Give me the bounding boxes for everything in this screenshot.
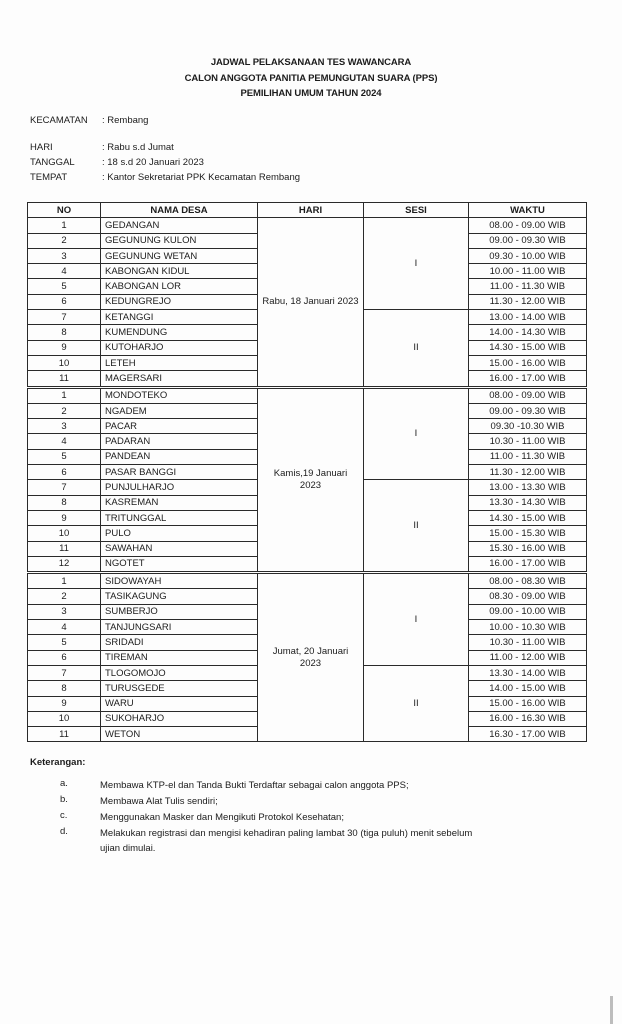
cell-waktu: 16.00 - 17.00 WIB	[469, 556, 587, 572]
cell-sesi: II	[364, 310, 469, 387]
cell-sesi: I	[364, 387, 469, 480]
table-header-row	[28, 203, 587, 218]
cell-no: 1	[28, 573, 101, 589]
cell-sesi: II	[364, 480, 469, 573]
cell-no: 8	[28, 495, 101, 510]
cell-waktu: 10.00 - 11.00 WIB	[469, 264, 587, 279]
cell-waktu: 15.00 - 16.00 WIB	[469, 355, 587, 370]
cell-nama-desa: KUMENDUNG	[101, 325, 258, 340]
cell-waktu: 16.00 - 16.30 WIB	[469, 711, 587, 726]
cell-nama-desa: TASIKAGUNG	[101, 589, 258, 604]
cell-nama-desa: LETEH	[101, 355, 258, 370]
cell-nama-desa: KUTOHARJO	[101, 340, 258, 355]
cell-waktu: 09.00 - 09.30 WIB	[469, 403, 587, 418]
note-letter: a.	[60, 778, 68, 789]
cell-no: 2	[28, 403, 101, 418]
note-text: Membawa KTP-el dan Tanda Bukti Terdaftar sebagai calon anggota PPS;	[100, 780, 409, 791]
schedule-table	[27, 202, 587, 742]
cell-waktu: 10.30 - 11.00 WIB	[469, 434, 587, 449]
cell-sesi: I	[364, 218, 469, 310]
cell-nama-desa: TANJUNGSARI	[101, 620, 258, 635]
cell-waktu: 08.00 - 09.00 WIB	[469, 387, 587, 403]
table-row	[28, 387, 587, 403]
cell-hari: Rabu, 18 Januari 2023	[258, 218, 364, 387]
cell-no: 6	[28, 465, 101, 480]
tempat-value: : Kantor Sekretariat PPK Kecamatan Rembang	[102, 172, 301, 183]
cell-nama-desa: SUKOHARJO	[101, 711, 258, 726]
cell-sesi: II	[364, 665, 469, 741]
cell-nama-desa: TIREMAN	[101, 650, 258, 665]
cell-nama-desa: PASAR BANGGI	[101, 465, 258, 480]
note-text: Menggunakan Masker dan Mengikuti Protokol Kesehatan;	[100, 812, 344, 823]
cell-nama-desa: WETON	[101, 727, 258, 742]
cell-no: 8	[28, 681, 101, 696]
cell-waktu: 09.30 -10.30 WIB	[469, 419, 587, 434]
cell-no: 9	[28, 340, 101, 355]
cell-no: 1	[28, 218, 101, 233]
note-text: Melakukan registrasi dan mengisi kehadiran paling lambat 30 (tiga puluh) menit sebelum ujian dimulai.	[100, 828, 473, 854]
cell-waktu: 14.00 - 14.30 WIB	[469, 325, 587, 340]
cell-waktu: 15.30 - 16.00 WIB	[469, 541, 587, 556]
cell-waktu: 09.30 - 10.00 WIB	[469, 248, 587, 263]
cell-waktu: 08.00 - 08.30 WIB	[469, 573, 587, 589]
cell-waktu: 08.00 - 09.00 WIB	[469, 218, 587, 233]
cell-nama-desa: TURUSGEDE	[101, 681, 258, 696]
cell-no: 10	[28, 526, 101, 541]
cell-sesi: I	[364, 573, 469, 666]
cell-no: 8	[28, 325, 101, 340]
cell-waktu: 15.00 - 16.00 WIB	[469, 696, 587, 711]
cell-nama-desa: GEDANGAN	[101, 218, 258, 233]
cell-nama-desa: KEDUNGREJO	[101, 294, 258, 309]
cell-nama-desa: GEGUNUNG KULON	[101, 233, 258, 248]
cell-no: 10	[28, 711, 101, 726]
cell-hari: Jumat, 20 Januari 2023	[258, 573, 364, 742]
cell-nama-desa: PADARAN	[101, 434, 258, 449]
cell-no: 7	[28, 310, 101, 325]
cell-no: 5	[28, 279, 101, 294]
note-letter: b.	[60, 794, 68, 805]
cell-no: 10	[28, 355, 101, 370]
cell-nama-desa: MONDOTEKO	[101, 387, 258, 403]
header-no: NO	[28, 203, 101, 218]
table-row	[28, 218, 587, 233]
cell-waktu: 11.00 - 11.30 WIB	[469, 279, 587, 294]
header-nama-desa: NAMA DESA	[101, 203, 258, 218]
cell-waktu: 14.00 - 15.00 WIB	[469, 681, 587, 696]
cell-no: 11	[28, 727, 101, 742]
cell-no: 4	[28, 434, 101, 449]
cell-waktu: 14.30 - 15.00 WIB	[469, 340, 587, 355]
cell-no: 6	[28, 650, 101, 665]
cell-no: 7	[28, 665, 101, 680]
header-sesi: SESI	[364, 203, 469, 218]
cell-no: 3	[28, 604, 101, 619]
cell-nama-desa: TRITUNGGAL	[101, 510, 258, 525]
cell-nama-desa: NGADEM	[101, 403, 258, 418]
cell-waktu: 11.00 - 11.30 WIB	[469, 449, 587, 464]
cell-nama-desa: SAWAHAN	[101, 541, 258, 556]
cell-nama-desa: PANDEAN	[101, 449, 258, 464]
cell-no: 1	[28, 387, 101, 403]
document-title-line-1: JADWAL PELAKSANAAN TES WAWANCARA	[210, 57, 412, 68]
cell-nama-desa: KASREMAN	[101, 495, 258, 510]
table-row	[28, 573, 587, 589]
tempat-label: TEMPAT	[30, 172, 68, 183]
cell-nama-desa: SRIDADI	[101, 635, 258, 650]
hari-label: HARI	[30, 142, 53, 153]
cell-nama-desa: NGOTET	[101, 556, 258, 572]
cell-nama-desa: PACAR	[101, 419, 258, 434]
cell-waktu: 08.30 - 09.00 WIB	[469, 589, 587, 604]
scrollbar-thumb[interactable]	[610, 996, 613, 1024]
cell-waktu: 10.00 - 10.30 WIB	[469, 620, 587, 635]
header-waktu: WAKTU	[469, 203, 587, 218]
note-text: Membawa Alat Tulis sendiri;	[100, 796, 218, 807]
cell-waktu: 11.30 - 12.00 WIB	[469, 294, 587, 309]
cell-nama-desa: KETANGGI	[101, 310, 258, 325]
document-title-line-3: PEMILIHAN UMUM TAHUN 2024	[240, 88, 382, 99]
cell-hari: Kamis,19 Januari 2023	[258, 387, 364, 573]
cell-waktu: 09.00 - 10.00 WIB	[469, 604, 587, 619]
cell-nama-desa: KABONGAN KIDUL	[101, 264, 258, 279]
cell-no: 11	[28, 371, 101, 387]
cell-no: 3	[28, 419, 101, 434]
cell-no: 5	[28, 635, 101, 650]
cell-nama-desa: TLOGOMOJO	[101, 665, 258, 680]
notes-title: Keterangan:	[30, 757, 86, 768]
cell-waktu: 13.00 - 14.00 WIB	[469, 310, 587, 325]
cell-nama-desa: WARU	[101, 696, 258, 711]
cell-nama-desa: PULO	[101, 526, 258, 541]
cell-nama-desa: GEGUNUNG WETAN	[101, 248, 258, 263]
cell-waktu: 13.00 - 13.30 WIB	[469, 480, 587, 495]
cell-no: 5	[28, 449, 101, 464]
cell-nama-desa: SIDOWAYAH	[101, 573, 258, 589]
header-hari: HARI	[258, 203, 364, 218]
kecamatan-label: KECAMATAN	[30, 115, 88, 126]
cell-waktu: 14.30 - 15.00 WIB	[469, 510, 587, 525]
cell-no: 9	[28, 510, 101, 525]
cell-no: 4	[28, 264, 101, 279]
cell-waktu: 15.00 - 15.30 WIB	[469, 526, 587, 541]
cell-no: 12	[28, 556, 101, 572]
cell-no: 2	[28, 233, 101, 248]
kecamatan-value: : Rembang	[102, 115, 149, 126]
cell-waktu: 10.30 - 11.00 WIB	[469, 635, 587, 650]
cell-no: 6	[28, 294, 101, 309]
cell-waktu: 13.30 - 14.00 WIB	[469, 665, 587, 680]
tanggal-value: : 18 s.d 20 Januari 2023	[102, 157, 204, 168]
cell-waktu: 11.00 - 12.00 WIB	[469, 650, 587, 665]
cell-waktu: 09.00 - 09.30 WIB	[469, 233, 587, 248]
cell-no: 11	[28, 541, 101, 556]
cell-no: 4	[28, 620, 101, 635]
note-letter: d.	[60, 826, 68, 837]
note-letter: c.	[60, 810, 68, 821]
hari-value: : Rabu s.d Jumat	[102, 142, 174, 153]
cell-waktu: 16.00 - 17.00 WIB	[469, 371, 587, 387]
schedule-table-body	[28, 218, 587, 742]
cell-waktu: 13.30 - 14.30 WIB	[469, 495, 587, 510]
cell-no: 2	[28, 589, 101, 604]
cell-nama-desa: MAGERSARI	[101, 371, 258, 387]
cell-no: 9	[28, 696, 101, 711]
cell-no: 7	[28, 480, 101, 495]
cell-waktu: 16.30 - 17.00 WIB	[469, 727, 587, 742]
cell-waktu: 11.30 - 12.00 WIB	[469, 465, 587, 480]
cell-nama-desa: SUMBERJO	[101, 604, 258, 619]
cell-nama-desa: KABONGAN LOR	[101, 279, 258, 294]
cell-no: 3	[28, 248, 101, 263]
document-title-line-2: CALON ANGGOTA PANITIA PEMUNGUTAN SUARA (PPS)	[184, 73, 438, 84]
tanggal-label: TANGGAL	[30, 157, 75, 168]
cell-nama-desa: PUNJULHARJO	[101, 480, 258, 495]
